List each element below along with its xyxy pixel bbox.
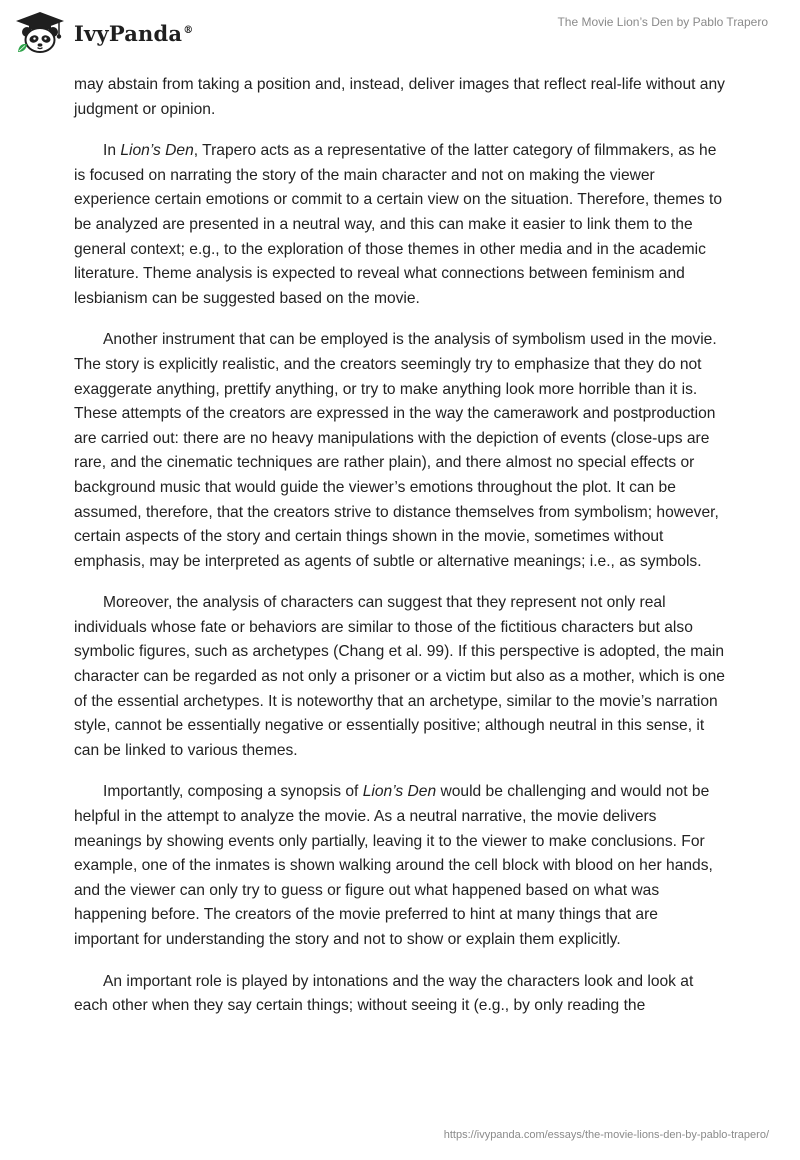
source-url[interactable]: https://ivypanda.com/essays/the-movie-lions-den-by-pablo-trapero/ <box>443 1129 769 1141</box>
paragraph-symbolism: Another instrument that can be employed is the analysis of symbolism used in the movie. The story is explicitly realistic, and the creators seemingly try to emphasize that they do not exaggerate anything, prettify anything, or try to make anything look more horrible than it is. These attempts of the creators are expressed in the way the camerawork and postproduction are carried out: there are no heavy manipulations with the depiction of events (close-ups are rare, and the cinematic techniques are rather plain), and there almost no special effects or background music that would guide the viewer’s emotions throughout the plot. It can be assumed, therefore, that the creators strive to distance themselves from symbolism; however, certain aspects of the story and certain things shown in the movie, sometimes without emphasis, may be interpreted as agents of subtle or alternative meanings; i.e., as symbols. <box>74 331 719 570</box>
paragraph-synopsis <box>74 780 726 952</box>
brand-name-text: IvyPanda <box>74 20 183 46</box>
paragraph-continuation: may abstain from taking a position and, instead, deliver images that reflect real-life without any judgment or opinion. <box>74 76 725 118</box>
film-title: Lion’s Den <box>362 783 437 801</box>
paragraph-text: In <box>103 142 121 160</box>
brand-logo[interactable] <box>14 10 193 54</box>
paragraph-text: Importantly, composing a synopsis of <box>103 783 363 801</box>
document-title: The Movie Lion’s Den by Pablo Trapero <box>557 15 768 29</box>
paragraph-trapero-role <box>74 139 726 311</box>
registered-mark: ® <box>183 24 194 36</box>
film-title: Lion’s Den <box>120 142 194 160</box>
panda-graduate-icon <box>14 10 66 54</box>
paragraph-text: would be challenging and would not be helpful in the attempt to analyze the movie. As a neutral narrative, the movie delivers meanings by showing events only partially, leaving it to the viewer to make conclusions. For example, one of the inmates is shown walking around the cell block with blood on her hands, and the viewer can only try to guess or figure out what happened based on what was happening before. The creators of the movie preferred to hint at many things that are important for understanding the story and not to show or explain them explicitly. <box>74 783 713 948</box>
essay-body <box>74 73 726 1036</box>
paragraph-text: , Trapero acts as a representative of the latter category of filmmakers, as he is focused on narrating the story of the main character and not on making the viewer experience certain emotions or commit to a certain view on the situation. Therefore, themes to be analyzed are presented in a neutral way, and this can make it easier to link them to the general context; e.g., to the exploration of those themes in other media and in the academic literature. Theme analysis is expected to reveal what connections between feminism and lesbianism can be suggested based on the movie. <box>74 142 723 307</box>
paragraph-intonations: An important role is played by intonations and the way the characters look and look at each other when they say certain things; without seeing it (e.g., by only reading the <box>74 972 694 1015</box>
brand-name <box>74 21 193 46</box>
paragraph-characters: Moreover, the analysis of characters can suggest that they represent not only real individuals whose fate or behaviors are similar to those of the fictitious characters but also symbolic figures, such as archetypes (Chang et al. 99). If this perspective is adopted, the main character can be regarded as not only a prisoner or a victim but also as a mother, which is one of the essential archetypes. It is noteworthy that an archetype, similar to the movie’s narration style, cannot be essentially negative or essentially positive; although neutral in this sense, it can be linked to various themes. <box>74 594 725 759</box>
page-header <box>0 0 800 64</box>
